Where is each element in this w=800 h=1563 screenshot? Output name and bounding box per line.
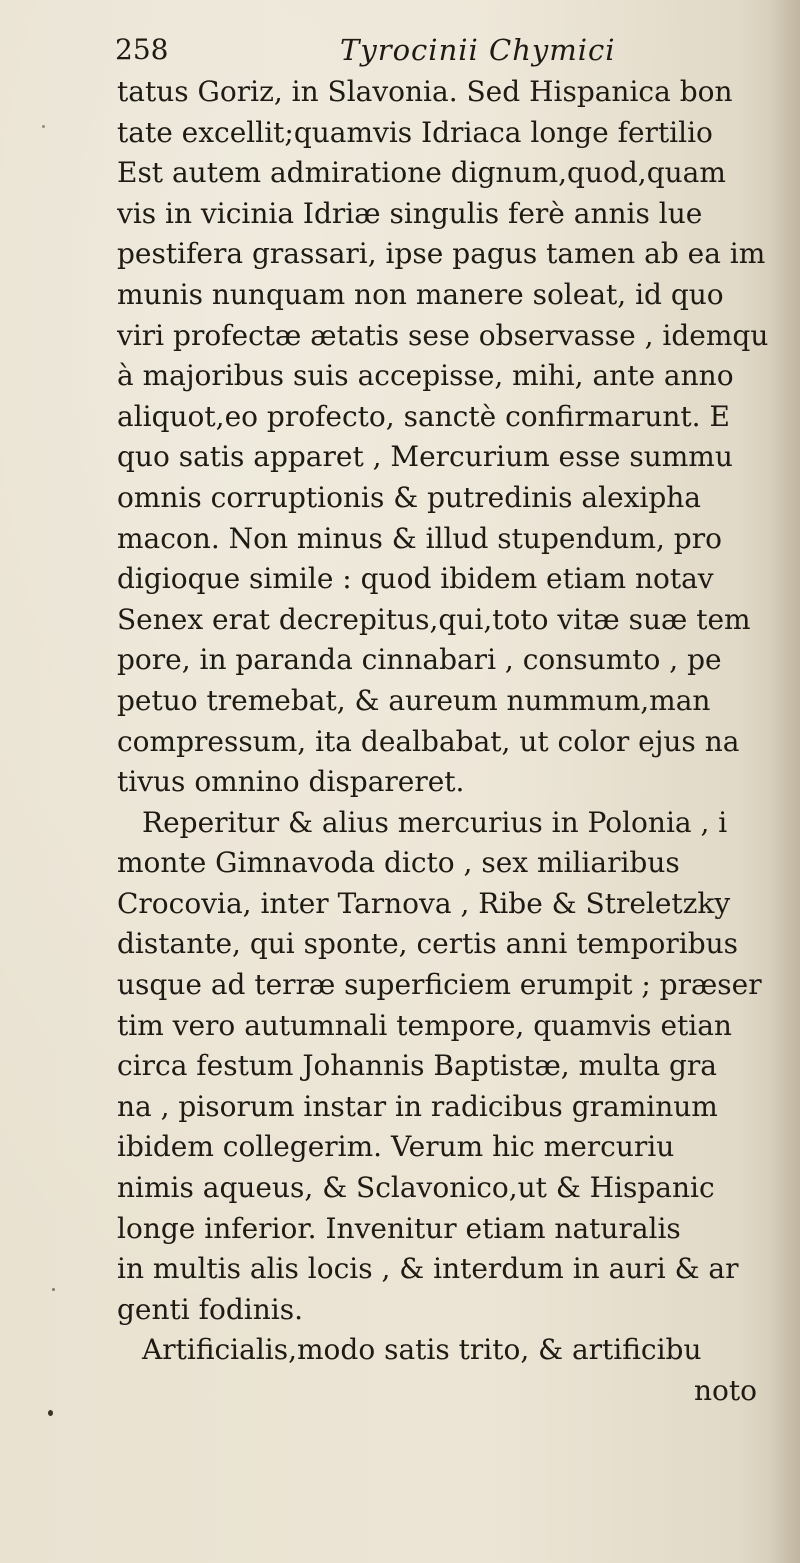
text-line: tate excellit;quamvis Idriaca longe fertilio bbox=[117, 115, 713, 149]
text-line: longe inferior. Invenitur etiam naturalis bbox=[117, 1211, 681, 1245]
text-line: petuo tremebat, & aureum nummum,man bbox=[117, 683, 711, 717]
text-line: nimis aqueus, & Sclavonico,ut & Hispanic bbox=[117, 1171, 715, 1205]
text-line: na , pisorum instar in radicibus graminum bbox=[117, 1089, 718, 1123]
text-line: genti fodinis. bbox=[117, 1292, 303, 1326]
text-line-paragraph-start: Artificialis,modo satis trito, & artificibu bbox=[142, 1333, 702, 1367]
text-line: tim vero autumnali tempore, quamvis etian bbox=[117, 1008, 732, 1042]
running-head bbox=[115, 30, 755, 70]
text-line: pestifera grassari, ipse pagus tamen ab ea im bbox=[117, 237, 766, 271]
text-line: munis nunquam non manere soleat, id quo bbox=[117, 277, 724, 311]
text-line: aliquot,eo profecto, sanctè confirmarunt. E bbox=[117, 399, 730, 433]
ink-speck bbox=[42, 125, 45, 128]
text-line: quo satis apparet , Mercurium esse summu bbox=[117, 440, 733, 474]
running-title: Tyrocinii Chymici bbox=[340, 33, 616, 67]
text-line: vis in vicinia Idriæ singulis ferè annis lue bbox=[117, 196, 703, 230]
text-line: circa festum Johannis Baptistæ, multa gra bbox=[117, 1049, 717, 1083]
catchword: noto bbox=[694, 1374, 757, 1407]
text-line: viri profectæ ætatis sese observasse , idemqu bbox=[117, 318, 769, 352]
text-line: digioque simile : quod ibidem etiam notav bbox=[117, 562, 714, 596]
text-line: Est autem admiratione dignum,quod,quam bbox=[117, 156, 726, 190]
text-line: distante, qui sponte, certis anni temporibus bbox=[117, 927, 739, 961]
page-number: 258 bbox=[115, 33, 169, 66]
text-line: in multis alis locis , & interdum in auri & ar bbox=[117, 1252, 739, 1286]
text-line: Crocovia, inter Tarnova , Ribe & Streletzky bbox=[117, 886, 731, 920]
text-line: compressum, ita dealbabat, ut color ejus na bbox=[117, 724, 740, 758]
text-line: ibidem collegerim. Verum hic mercuriu bbox=[117, 1130, 675, 1164]
text-line: omnis corruptionis & putredinis alexipha bbox=[117, 480, 701, 514]
text-line-paragraph-start: Reperitur & alius mercurius in Polonia , i bbox=[142, 805, 728, 839]
text-line: pore, in paranda cinnabari , consumto , pe bbox=[117, 643, 722, 677]
text-line: tivus omnino dispareret. bbox=[117, 765, 465, 799]
text-line: macon. Non minus & illud stupendum, pro bbox=[117, 521, 722, 555]
body-text bbox=[117, 72, 797, 1412]
ink-speck bbox=[48, 1410, 53, 1416]
text-line: à majoribus suis accepisse, mihi, ante anno bbox=[117, 359, 734, 393]
text-line: Senex erat decrepitus,qui,toto vitæ suæ tem bbox=[117, 602, 751, 636]
text-line: tatus Goriz, in Slavonia. Sed Hispanica bon bbox=[117, 75, 733, 108]
text-line: monte Gimnavoda dicto , sex miliaribus bbox=[117, 846, 680, 880]
ink-speck bbox=[52, 1288, 55, 1291]
text-line: usque ad terræ superficiem erumpit ; præser bbox=[117, 968, 762, 1002]
